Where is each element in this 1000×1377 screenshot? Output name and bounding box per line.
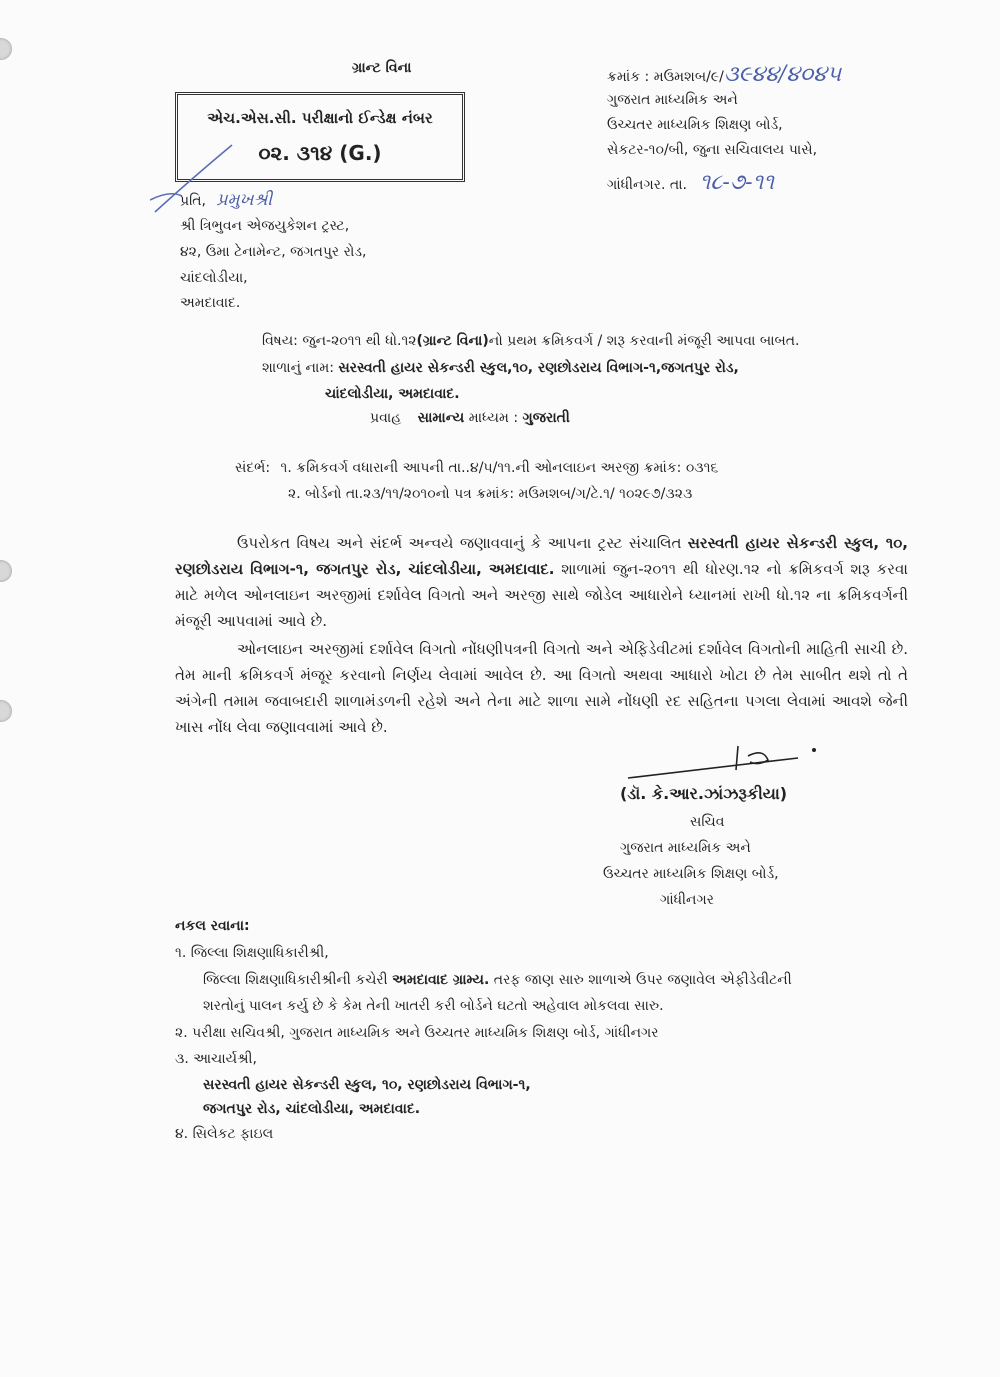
recipient-handwritten-note: પ્રમુખશ્રી <box>216 190 273 210</box>
grant-label: ગ્રાન્ટ વિના <box>352 60 412 76</box>
copy-1-line-2: શરતોનું પાલન કર્યુ છે કે કેમ તેની ખાતરી કરી બોર્ડને ઘટતો અહેવાલ મોકલવા સારુ. <box>203 998 664 1014</box>
copy-4: ૪. સિલેકટ ફાઇલ <box>175 1126 274 1142</box>
reference-number-handwritten: ૩૯૪૪/૪૦૪૫ <box>723 62 842 87</box>
stream-medium-line <box>370 410 570 426</box>
school-label: શાળાનું નામ: <box>262 360 334 376</box>
school-name-2: ચાંદલોડીયા, અમદાવાદ. <box>325 386 460 402</box>
issue-date <box>607 170 774 195</box>
references-label: સંદર્ભ: <box>235 460 271 476</box>
copy-1-title: ૧. જિલ્લા શિક્ષણાધિકારીશ્રી, <box>175 945 329 961</box>
signatory-title: સચિવ <box>690 814 725 830</box>
school-name-line <box>262 360 739 376</box>
index-title: એચ.એસ.સી. પરીક્ષાનો ઈન્ડેક્ષ નંબર <box>207 109 433 127</box>
reference-2: ૨. બોર્ડનો તા.૨૩/૧૧/૨૦૧૦નો પત્ર ક્રમાંક: મઉમશબ/ગ/ટે.૧/ ૧૦૨૯૭/૩૨૩ <box>288 486 693 502</box>
recipient-line-1: શ્રી ત્રિભુવન એજયુકેશન ટ્રસ્ટ, <box>180 218 350 234</box>
signatory-org-2: ઉચ્ચતર માધ્યમિક શિક્ષણ બોર્ડ, <box>603 866 779 882</box>
punch-hole <box>0 38 12 60</box>
issue-date-label: ગાંધીનગર. તા. <box>607 177 688 193</box>
reference-1-line <box>235 460 718 476</box>
reference-number-label: ક્રમાંક : મઉમશબ/૯/ <box>607 69 724 85</box>
recipient-line-4: અમદાવાદ. <box>180 295 241 311</box>
medium-value: ગુજરાતી <box>522 410 570 426</box>
handwritten-signature <box>618 738 828 788</box>
issuer-line-3: સેકટર-૧૦/બી, જુના સચિવાલય પાસે, <box>607 142 818 158</box>
recipient-prefix <box>180 190 272 210</box>
subject-text-a: જુન-૨૦૧૧ થી ધો.૧૨ <box>302 333 417 349</box>
body-p1-bold: સરસ્વતી હાયર સેકન્ડરી સ્કુલ, ૧૦, રણછોડરાય વિભાગ-૧, જગતપુર રોડ, ચાંદલોડીયા, અમદાવાદ. <box>175 534 908 578</box>
body-paragraph-2 <box>175 636 908 740</box>
punch-hole <box>0 560 12 582</box>
signatory-org-1: ગુજરાત માધ્યમિક અને <box>620 840 751 856</box>
index-number: ૦૨. ૩૧૪ (G.) <box>258 141 382 165</box>
copy-3-line-1: સરસ્વતી હાયર સેકન્ડરી સ્કુલ, ૧૦, રણછોડરાય વિભાગ-૧, <box>203 1077 531 1093</box>
copy-3-line-2: જગતપુર રોડ, ચાંદલોડીયા, અમદાવાદ. <box>203 1101 421 1117</box>
copies-heading: નકલ રવાના: <box>175 918 250 934</box>
recipient-line-3: ચાંદલોડીયા, <box>180 270 248 286</box>
reference-number <box>607 62 841 87</box>
copy-2: ૨. પરીક્ષા સચિવશ્રી, ગુજરાત માધ્યમિક અને ઉચ્ચતર માધ્યમિક શિક્ષણ બોર્ડ, ગાંધીનગર <box>175 1025 659 1041</box>
school-name-1: સરસ્વતી હાયર સેકન્ડરી સ્કુલ,૧૦, રણછોડરાય વિભાગ-૧,જગતપુર રોડ, <box>338 360 739 376</box>
signatory-city: ગાંધીનગર <box>660 892 714 908</box>
body-p1-a: ઉપરોકત વિષય અને સંદર્ભ અન્વયે જણાવવાનું કે આપના ટ્રસ્ટ સંચાલિત <box>237 534 682 552</box>
stream-label: પ્રવાહ <box>370 410 402 426</box>
body-p1-b: શાળામાં જુન-૨૦૧૧ થી ધોરણ.૧૨ નો ક્રમિકવર્ગ શરૂ કરવા માટે મળેલ ઓનલાઇન અરજીમાં દર્શાવેલ વિગતો અને અરજી સાથે જોડેલ આધારોને ધ્યાનમાં રાખી ધો.૧૨ ના ક્રમિકવર્ગની મંજૂરી આપવામાં આવે છે. <box>175 560 908 630</box>
issuer-line-2: ઉચ્ચતર માધ્યમિક શિક્ષણ બોર્ડ, <box>607 117 783 133</box>
subject-text-b: નો પ્રથમ ક્રમિકવર્ગ / શરૂ કરવાની મંજૂરી આપવા બાબત. <box>488 333 800 349</box>
copy-1-a: જિલ્લા શિક્ષણાધિકારીશ્રીની કચેરી <box>203 972 388 988</box>
recipient-prefix-text: પ્રતિ, <box>180 193 206 209</box>
punch-hole <box>0 700 12 722</box>
copy-1-b: તરફ જાણ સારુ શાળાએ ઉપર જણાવેલ એફીડેવીટની <box>493 972 792 988</box>
recipient-line-2: ૪૨, ઉમા ટેનામેન્ટ, જગતપુર રોડ, <box>180 244 367 260</box>
stream-value: સામાન્ય <box>417 410 465 426</box>
copy-1-line-1 <box>203 972 792 988</box>
signatory-name: (ડૉ. કે.આર.ઝાંઝરૂકીયા) <box>620 784 788 803</box>
body-paragraph-1 <box>175 530 908 634</box>
copy-3-title: ૩. આચાર્યશ્રી, <box>175 1051 257 1067</box>
subject-text-bold: (ગ્રાન્ટ વિના) <box>416 333 489 349</box>
subject-line <box>262 333 800 349</box>
subject-label: વિષય: <box>262 333 298 349</box>
copy-1-bold: અમદાવાદ ગ્રામ્ય. <box>392 972 490 988</box>
issuer-line-1: ગુજરાત માધ્યમિક અને <box>607 92 738 108</box>
body-p2: ઓનલાઇન અરજીમાં દર્શાવેલ વિગતો નોંધણીપત્રની વિગતો અને એફિડેવીટમાં દર્શાવેલ વિગતોની માહિતી સાચી છે. તેમ માની ક્રમિકવર્ગ મંજૂર કરવાનો નિર્ણય લેવામાં આવેલ છે. આ વિગતો અથવા આધારો ખોટા છે તેમ સાબીત થશે તો તે અંગેની તમામ જવાબદારી શાળામંડળની રહેશે અને તેના માટે શાળા સામે નોંધણી રદ સહિતના પગલા લેવામાં આવશે જેની ખાસ નોંધ લેવા જણાવવામાં આવે છે. <box>175 640 908 736</box>
medium-label: માધ્યમ : <box>468 410 519 426</box>
reference-1: ૧. ક્રમિકવર્ગ વધારાની આપની તા..૪/૫/૧૧.ની ઓનલાઇન અરજી ક્રમાંક: ૦૩૧૬ <box>280 460 719 476</box>
issue-date-handwritten: ૧૮-૭-૧૧ <box>699 170 775 195</box>
